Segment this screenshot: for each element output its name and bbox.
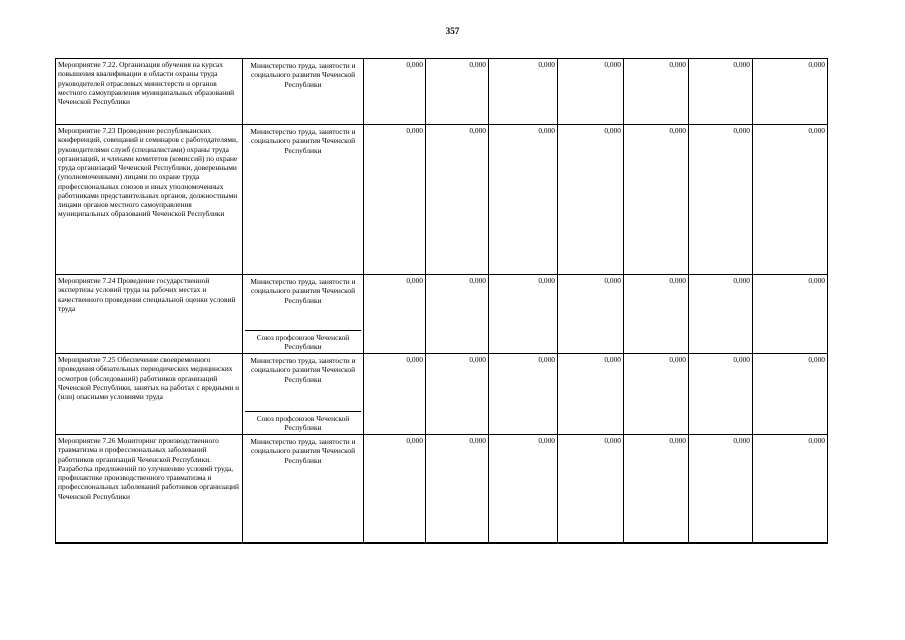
executor-name-secondary: Союз профсоюзов Чеченской Республики: [245, 330, 361, 353]
program-table: [55, 58, 828, 544]
value-cell: 0,000: [364, 354, 426, 435]
value-cell: 0,000: [689, 59, 753, 125]
value-cell: 0,000: [489, 354, 558, 435]
measure-cell: Мероприятие 7.23 Проведение республиканских конференций, совещаний и семинаров с работодателями, руководителями служб (специалистами) охраны труда организаций, и членами комитетов (комиссий) по охране труда организаций Чеченской Республики, доверенными (уполномоченными) лицами по охране труда профессиональных союзов и иных уполномоченных работниками представительных органов, должностными лицами органов местного самоуправления муниципальных образований Чеченской Республики: [56, 125, 243, 275]
executor-name: Министерство труда, занятости и социального развития Чеченской Республики: [250, 437, 356, 465]
executor-cell: [243, 125, 364, 275]
value-cell: 0,000: [426, 59, 489, 125]
measure-cell: Мероприятие 7.24 Проведение государственной экспертизы условий труда на рабочих местах и качественного проведения специальной оценки условий труда: [56, 275, 243, 354]
value-cell: 0,000: [753, 125, 828, 275]
table-row: [56, 354, 828, 435]
value-cell: 0,000: [489, 59, 558, 125]
value-cell: 0,000: [558, 59, 624, 125]
value-cell: 0,000: [364, 275, 426, 354]
executor-name: Министерство труда, занятости и социального развития Чеченской Республики: [250, 277, 356, 305]
page-number: 357: [445, 26, 460, 36]
value-cell: 0,000: [689, 125, 753, 275]
table-row: [56, 435, 828, 543]
value-cell: 0,000: [426, 275, 489, 354]
value-cell: 0,000: [753, 59, 828, 125]
measure-cell: Мероприятие 7.25 Обеспечение своевременного проведения обязательных периодических медицинских осмотров (обследований) работников организаций Чеченской Республики, занятых на работах с вредными и (или) опасными условиями труда: [56, 354, 243, 435]
measure-cell: Мероприятие 7.26 Мониторинг производственного травматизма и профессиональных заболеваний работников организаций Чеченской Республики. Разработка предложений по улучшению условий труда, профилактике производственного травматизма и профессиональных заболеваний работников организаций Чеченской Республики: [56, 435, 243, 543]
value-cell: 0,000: [558, 435, 624, 543]
value-cell: 0,000: [489, 125, 558, 275]
executor-cell: [243, 435, 364, 543]
value-cell: 0,000: [753, 275, 828, 354]
value-cell: 0,000: [753, 354, 828, 435]
table-row: [56, 125, 828, 275]
value-cell: 0,000: [364, 59, 426, 125]
value-cell: 0,000: [489, 435, 558, 543]
value-cell: 0,000: [689, 275, 753, 354]
value-cell: 0,000: [558, 125, 624, 275]
value-cell: 0,000: [364, 435, 426, 543]
executor-cell: [243, 275, 364, 354]
executor-cell: [243, 59, 364, 125]
value-cell: 0,000: [624, 435, 689, 543]
value-cell: 0,000: [426, 354, 489, 435]
value-cell: 0,000: [624, 354, 689, 435]
value-cell: 0,000: [426, 125, 489, 275]
table-row: [56, 59, 828, 125]
value-cell: 0,000: [624, 59, 689, 125]
executor-cell: [243, 354, 364, 435]
value-cell: 0,000: [753, 435, 828, 543]
executor-name-secondary: Союз профсоюзов Чеченской Республики: [245, 411, 361, 434]
value-cell: 0,000: [558, 275, 624, 354]
value-cell: 0,000: [364, 125, 426, 275]
executor-name: Министерство труда, занятости и социального развития Чеченской Республики: [250, 127, 356, 155]
value-cell: 0,000: [624, 125, 689, 275]
value-cell: 0,000: [689, 354, 753, 435]
value-cell: 0,000: [489, 275, 558, 354]
value-cell: 0,000: [689, 435, 753, 543]
executor-name: Министерство труда, занятости и социального развития Чеченской Республики: [250, 61, 356, 89]
measure-cell: Мероприятие 7.22. Организация обучения на курсах повышения квалификации в области охраны труда руководителей отраслевых министерств и органов местного самоуправления муниципальных образований Чеченской Республики: [56, 59, 243, 125]
value-cell: 0,000: [426, 435, 489, 543]
table-row: [56, 275, 828, 354]
executor-name: Министерство труда, занятости и социального развития Чеченской Республики: [250, 356, 356, 384]
value-cell: 0,000: [558, 354, 624, 435]
value-cell: 0,000: [624, 275, 689, 354]
